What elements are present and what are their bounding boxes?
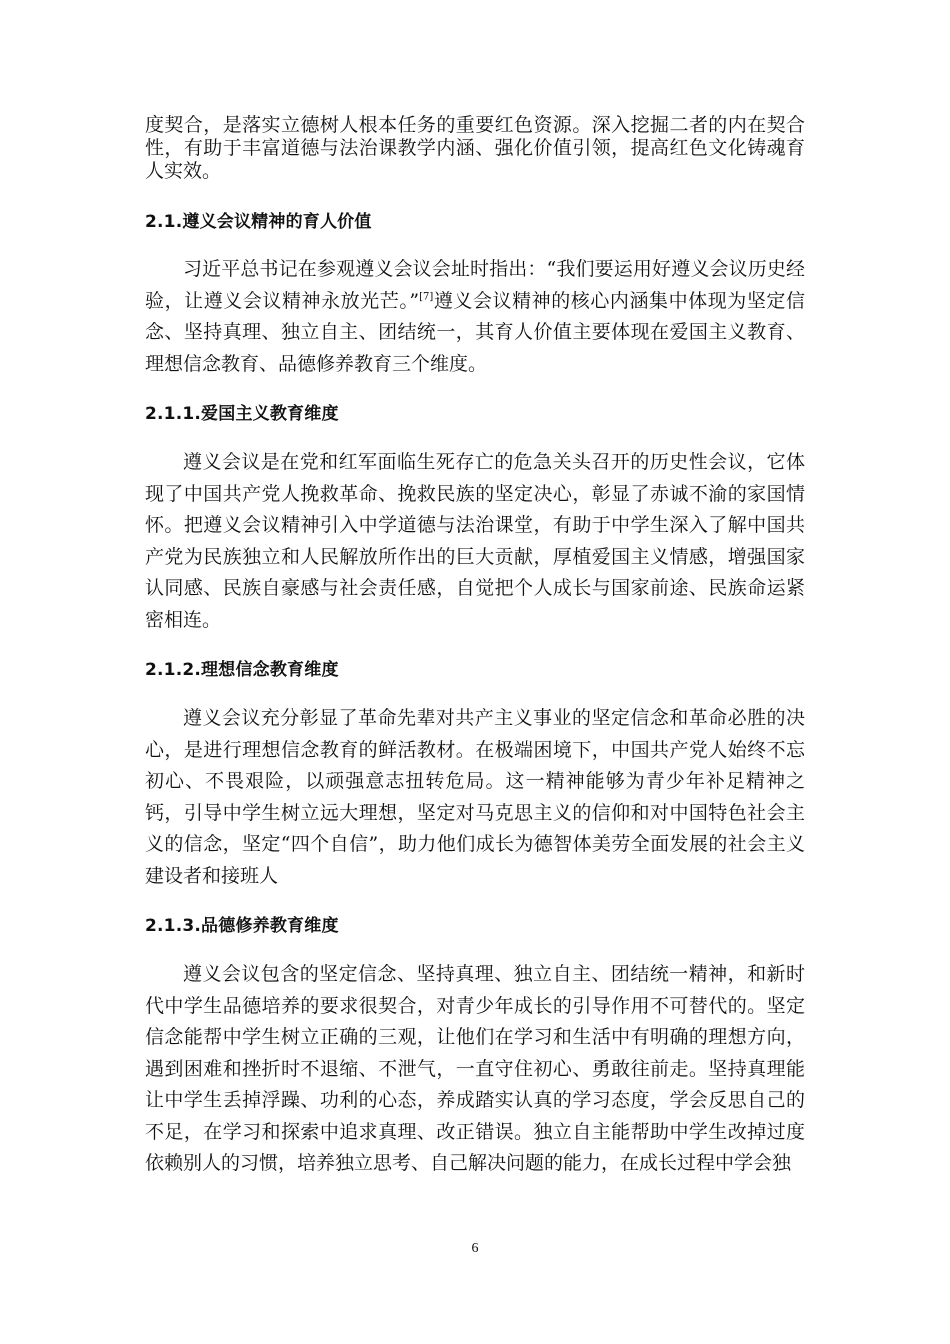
section-2-1-3-paragraph: 遵义会议包含的坚定信念、坚持真理、独立自主、团结统一精神，和新时代中学生品德培养的要求很契合，对青少年成长的引导作用不可替代的。坚定信念能帮中学生树立正确的三观，让他们在学习和生活中有明确的理想方向，遇到困难和挫折时不退缩、不泄气，一直守住初心、勇敢往前走。坚持真理能让中学生丢掉浮躁、功利的心态，养成踏实认真的学习态度，学会反思自己的不足，在学习和探索中追求真理、改正错误。独立自主能帮助中学生改掉过度依赖别人的习惯，培养独立思考、自己解决问题的能力，在成长过程中学会独 — [145, 963, 805, 1174]
citation-reference: [7] — [419, 291, 434, 303]
section-heading-2-1-1: 2.1.1.爱国主义教育维度 — [145, 404, 339, 424]
paragraph-text: 习近平总书记在参观遵义会议会址时指出：“我们要运用好遵义会议历史经验，让遵义会议精神永放光芒。” — [145, 258, 805, 312]
section-heading-2-1: 2.1.遵义会议精神的育人价值 — [145, 212, 372, 232]
page-content — [145, 114, 805, 1180]
section-2-1-paragraph — [145, 254, 805, 380]
section-heading-2-1-3: 2.1.3.品德修养教育维度 — [145, 916, 339, 936]
paragraph-text: 遵义会议精神的核心内涵集中体现为坚定信念、坚持真理、独立自主、团结统一，其育人价值主要体现在爱国主义教育、理想信念教育、品德修养教育三个维度。 — [145, 289, 805, 375]
page-number: 6 — [471, 1241, 479, 1256]
section-heading-2-1-2: 2.1.2.理想信念教育维度 — [145, 660, 339, 680]
intro-paragraph: 度契合，是落实立德树人根本任务的重要红色资源。深入挖掘二者的内在契合性，有助于丰富道德与法治课教学内涵、强化价值引领，提高红色文化铸魂育人实效。 — [145, 114, 805, 182]
section-2-1-1-paragraph: 遵义会议是在党和红军面临生死存亡的危急关头召开的历史性会议，它体现了中国共产党人挽救革命、挽救民族的坚定决心，彰显了赤诚不渝的家国情怀。把遵义会议精神引入中学道德与法治课堂，有助于中学生深入了解中国共产党为民族独立和人民解放所作出的巨大贡献，厚植爱国主义情感，增强国家认同感、民族自豪感与社会责任感，自觉把个人成长与国家前途、民族命运紧密相连。 — [145, 451, 805, 631]
section-2-1-2-paragraph: 遵义会议充分彰显了革命先辈对共产主义事业的坚定信念和革命必胜的决心，是进行理想信念教育的鲜活教材。在极端困境下，中国共产党人始终不忘初心、不畏艰险，以顽强意志扭转危局。这一精神能够为青少年补足精神之钙，引导中学生树立远大理想，坚定对马克思主义的信仰和对中国特色社会主义的信念，坚定“四个自信”，助力他们成长为德智体美劳全面发展的社会主义建设者和接班人 — [145, 707, 805, 887]
